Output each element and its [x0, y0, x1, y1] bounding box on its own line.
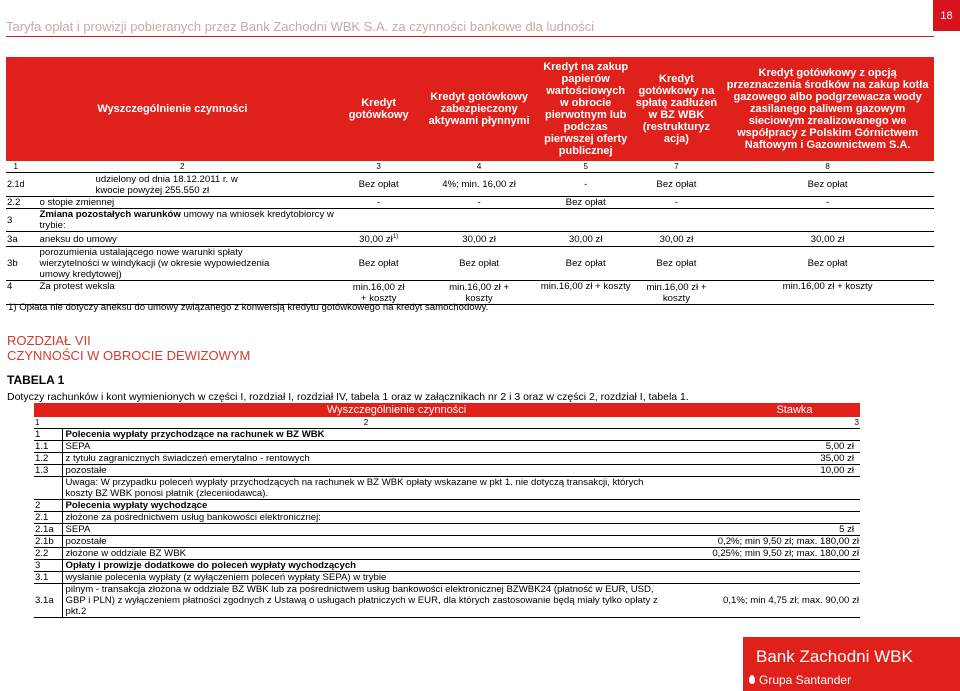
row-description-rest: umowy na wniosek kredytobiorcy w trybie:: [39, 209, 334, 231]
row-description: Za protest weksla: [26, 281, 339, 305]
cell-value: Bez opłat: [721, 247, 934, 281]
row-description: pozostałe: [62, 536, 670, 548]
table-row: [6, 209, 934, 232]
header-gas-boiler-loan: Kredyt gotówkowy z opcją przeznaczenia środków na zakup kotła gazowego albo podgrzewacza wody zasilanego paliwem gazowym sieciowym zrealizowanego we współpracy z Polskim Górnictwem Naftowym i Gazownictwem S.A.: [721, 57, 934, 161]
header-secured-loan: Kredyt gotówkowy zabezpieczony aktywami płynnymi: [418, 57, 539, 161]
row-number: 3b: [6, 247, 26, 281]
row-description: z tytułu zagranicznych świadczeń emerytalno - rentowych: [62, 453, 670, 465]
fees-table-header: [6, 57, 934, 161]
cell-value: min.16,00 zł + koszty: [721, 281, 934, 305]
row-number: 2.2: [6, 197, 26, 209]
row-number: 4: [6, 281, 26, 305]
cell-value: Bez opłat: [418, 247, 539, 281]
col-number: 8: [721, 161, 934, 173]
col-number: 2: [62, 417, 670, 429]
table-row: [34, 536, 860, 548]
cell-value: 30,00 zł: [418, 232, 539, 247]
header-cash-loan: Kredyt gotówkowy: [339, 57, 419, 161]
row-number: 3a: [6, 232, 26, 247]
cell-value: min.16,00 zł + koszty: [339, 281, 419, 305]
table-row: [34, 512, 860, 524]
cell-value: -: [721, 197, 934, 209]
row-number: 3.1: [34, 572, 62, 584]
row-description: o stopie zmiennej: [26, 197, 339, 209]
bank-logo: [743, 637, 960, 691]
row-rate: 0,2%; min 9,50 zł; max. 180,00 zł: [670, 536, 860, 548]
col-number: 1: [34, 417, 62, 429]
header-description: Wyszczególnienie czynności: [34, 403, 670, 417]
header-restructuring-loan: Kredyt gotówkowy na spłatę zadłużeń w BZ WBK (restrukturyz acja): [632, 57, 722, 161]
row-number: 2.1a: [34, 524, 62, 536]
row-rate: [670, 512, 860, 524]
cell-value: 30,00 zł: [632, 232, 722, 247]
row-rate: [670, 429, 860, 441]
fx-fees-table: [34, 403, 860, 618]
cell-value: Bez opłat: [540, 247, 632, 281]
row-number: 1.3: [34, 465, 62, 477]
cell-value: -: [540, 173, 632, 197]
fx-table-header: [34, 403, 860, 417]
col-number: 1: [6, 161, 26, 173]
table-row: [6, 197, 934, 209]
table-row: [34, 500, 860, 512]
logo-group-name: Grupa Santander: [759, 673, 852, 687]
row-description: wysłanie polecenia wypłaty (z wyłączeniem poleceń wypłaty SEPA) w trybie: [62, 572, 670, 584]
row-rate: 35,00 zł: [670, 453, 860, 465]
table-row: [34, 477, 860, 500]
row-number: 2.1d: [6, 173, 26, 197]
footnote: 1) Opłata nie dotyczy aneksu do umowy związanego z konwersją kredytu gotówkowego na kredyt samochodowy.: [8, 302, 489, 313]
row-description: Uwaga: W przypadku poleceń wypłaty przychodzących na rachunek w BZ WBK opłaty wskazane w pkt 1. nie dotyczą transakcji, których koszty BZ WBK ponosi płatnik (zleceniodawca).: [62, 477, 670, 500]
row-rate: 0,25%; min 9,50 zł; max. 180,00 zł: [670, 548, 860, 560]
cell-value: Bez opłat: [721, 173, 934, 197]
table-row: [34, 524, 860, 536]
chapter-heading: ROZDZIAŁ VII: [7, 333, 91, 348]
intro-text: Dotyczy rachunków i kont wymienionych w części I, rozdział I, rozdział IV, tabela 1 oraz w załącznikach nr 2 i 3 oraz w części 2, rozdział I, tabela 1.: [7, 391, 689, 403]
row-description: Polecenia wypłaty wychodzące: [62, 500, 670, 512]
col-number: 5: [540, 161, 632, 173]
cell-value: -: [339, 197, 419, 209]
table-row: [34, 572, 860, 584]
header-securities-loan: Kredyt na zakup papierów wartościowych w obrocie pierwotnym lub podczas pierwszej oferty publicznej: [540, 57, 632, 161]
row-rate: [670, 572, 860, 584]
column-numbers-row: [6, 161, 934, 173]
table-row: [34, 560, 860, 572]
row-rate: [670, 560, 860, 572]
logo-bank-name: Bank Zachodni WBK: [756, 647, 913, 666]
row-description: złożone w oddziale BZ WBK: [62, 548, 670, 560]
col-number: 7: [632, 161, 722, 173]
row-description: złożone za pośrednictwem usług bankowości elektronicznej:: [62, 512, 670, 524]
table-row: [34, 429, 860, 441]
row-number: [34, 477, 62, 500]
cell-value: Bez opłat: [339, 247, 419, 281]
col-number: 4: [418, 161, 539, 173]
row-rate: 0,1%; min 4,75 zł; max. 90,00 zł: [670, 584, 860, 618]
table-row: [6, 281, 934, 305]
row-number: 2: [34, 500, 62, 512]
cell-value: Bez opłat: [339, 173, 419, 197]
cell-value: min.16,00 zł + koszty: [540, 281, 632, 305]
cell-value: Bez opłat: [632, 173, 722, 197]
row-number: 3: [6, 209, 26, 232]
section-heading: CZYNNOŚCI W OBROCIE DEWIZOWYM: [7, 348, 251, 363]
row-description: udzielony od dnia 18.12.2011 r. w kwocie powyżej 255.550 zł: [26, 173, 339, 197]
row-number: 1.1: [34, 441, 62, 453]
row-description: aneksu do umowy: [26, 232, 339, 247]
row-number: 2.2: [34, 548, 62, 560]
header-description: Wyszczególnienie czynności: [6, 57, 339, 161]
table-row: [34, 584, 860, 618]
cell-value: [339, 232, 419, 247]
row-description: [26, 209, 934, 232]
header-rate: Stawka: [670, 403, 860, 417]
table-row: [6, 247, 934, 281]
row-description: pilnym - transakcja złożona w oddziale BZ WBK lub za pośrednictwem usług bankowości elektronicznej BZWBK24 (płatność w EUR, USD, GBP i PLN) z wyłączeniem płatności zgodnych z Ustawą o usługach płatniczych w EUR, dla których zastosowanie będą miały tylko opłaty z pkt.2: [62, 584, 670, 618]
row-description: Polecenia wypłaty przychodzące na rachunek w BZ WBK: [62, 429, 670, 441]
footnote-marker: 1): [392, 234, 399, 241]
cell-value: Bez opłat: [540, 197, 632, 209]
row-description: porozumienia ustalającego nowe warunki spłaty wierzytelności w windykacji (w okresie wypowiedzenia umowy kredytowej): [26, 247, 339, 281]
flame-icon: [749, 675, 755, 684]
cell-value: 30,00 zł: [721, 232, 934, 247]
row-rate: [670, 500, 860, 512]
row-description: Opłaty i prowizje dodatkowe do poleceń wypłaty wychodzących: [62, 560, 670, 572]
row-number: 3: [34, 560, 62, 572]
table-row: [34, 441, 860, 453]
cell-value: -: [632, 197, 722, 209]
row-description: SEPA: [62, 441, 670, 453]
table-row: [6, 232, 934, 247]
column-numbers-row: [34, 417, 860, 429]
cell-value: min.16,00 zł + koszty: [632, 281, 722, 305]
row-rate: 5 zł: [670, 524, 860, 536]
row-rate: 10,00 zł: [670, 465, 860, 477]
cell-value: -: [418, 197, 539, 209]
col-number: 2: [26, 161, 339, 173]
cell-value: Bez opłat: [632, 247, 722, 281]
row-number: 1.2: [34, 453, 62, 465]
table-row: [34, 548, 860, 560]
table-row: [34, 465, 860, 477]
row-number: 1: [34, 429, 62, 441]
col-number: 3: [339, 161, 419, 173]
col-number: 3: [670, 417, 860, 429]
row-number: 2.1b: [34, 536, 62, 548]
row-description-bold: Zmiana pozostałych warunków: [39, 209, 181, 220]
row-number: 3.1a: [34, 584, 62, 618]
row-number: 2.1: [34, 512, 62, 524]
table-row: [6, 173, 934, 197]
cell-value-text: 30,00 zł: [359, 234, 393, 246]
cell-value: min.16,00 zł + koszty: [418, 281, 539, 305]
row-description: SEPA: [62, 524, 670, 536]
row-rate: 5,00 zł: [670, 441, 860, 453]
cell-value: 30,00 zł: [540, 232, 632, 247]
fees-table: [6, 57, 934, 305]
table-row: [34, 453, 860, 465]
page-number-badge: 18: [933, 0, 960, 31]
table-label: TABELA 1: [7, 373, 65, 387]
row-description: pozostałe: [62, 465, 670, 477]
row-rate: [670, 477, 860, 500]
cell-value: 4%; min. 16,00 zł: [418, 173, 539, 197]
header-rule: [6, 36, 934, 37]
document-header-title: Taryfa opłat i prowizji pobieranych przez Bank Zachodni WBK S.A. za czynności bankowe dla ludności: [6, 19, 595, 34]
